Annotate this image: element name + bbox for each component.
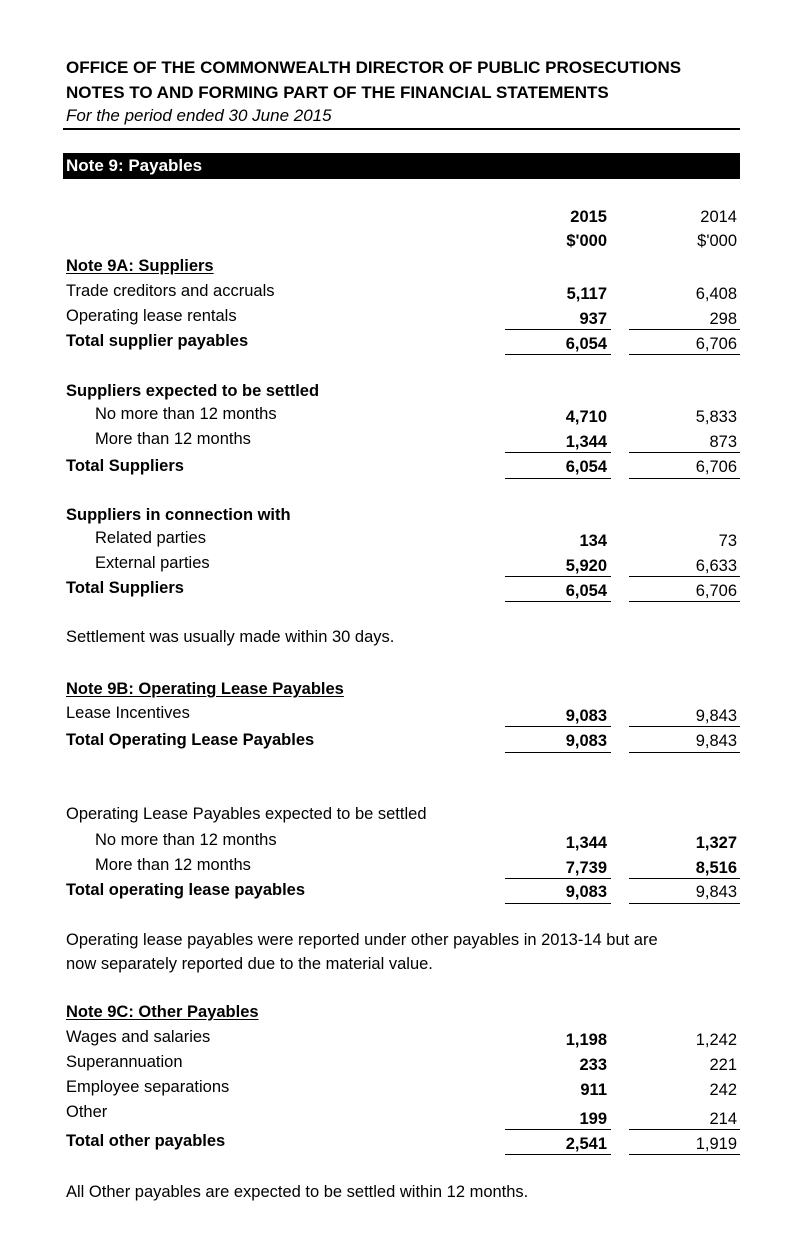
rule — [505, 1154, 611, 1155]
value-2015: 1,198 — [565, 1031, 607, 1049]
header-statement-title: NOTES TO AND FORMING PART OF THE FINANCIAL STATEMENTS — [66, 83, 609, 102]
rule — [505, 478, 611, 479]
total-label: Total other payables — [66, 1132, 226, 1150]
value-2014: 221 — [709, 1056, 737, 1074]
rule — [505, 903, 611, 904]
value-2015: 7,739 — [565, 859, 607, 877]
value-2015: 911 — [580, 1081, 607, 1099]
row-label: Wages and salaries — [66, 1028, 211, 1046]
rule — [629, 1154, 740, 1155]
value-2014: 873 — [709, 433, 737, 451]
col-2015-unit: $'000 — [566, 232, 607, 250]
row-label: More than 12 months — [95, 430, 251, 448]
rule — [629, 452, 740, 453]
value-2014: 5,833 — [695, 408, 737, 426]
rule — [505, 329, 611, 330]
rule — [629, 329, 740, 330]
total-2014: 6,706 — [695, 335, 737, 353]
total-label: Total supplier payables — [66, 332, 249, 350]
subsection-title: Suppliers expected to be settled — [66, 382, 320, 400]
value-2015: 5,920 — [565, 557, 607, 575]
rule — [505, 878, 611, 879]
rule — [629, 576, 740, 577]
value-2014: 242 — [709, 1081, 737, 1099]
section-title-9a: Note 9A: Suppliers — [66, 257, 214, 275]
value-2015: 233 — [579, 1056, 607, 1074]
rule — [505, 576, 611, 577]
value-2015: 1,344 — [565, 433, 607, 451]
subsection-title: Operating Lease Payables expected to be settled — [66, 805, 427, 823]
value-2014: 6,408 — [695, 285, 737, 303]
value-2014: 1,242 — [695, 1031, 737, 1049]
note-title-band — [63, 153, 740, 179]
row-label: Other — [66, 1103, 108, 1121]
row-label: Lease Incentives — [66, 704, 190, 722]
value-2014: 9,843 — [695, 707, 737, 725]
total-2014: 9,843 — [695, 732, 737, 750]
value-2014: 6,633 — [695, 557, 737, 575]
value-2015: 9,083 — [565, 707, 607, 725]
total-2014: 6,706 — [695, 458, 737, 476]
subsection-title: Suppliers in connection with — [66, 506, 291, 524]
row-label: Operating lease rentals — [66, 307, 237, 325]
value-2015: 5,117 — [566, 285, 607, 303]
rule — [629, 752, 740, 753]
rule — [505, 601, 611, 602]
value-2014: 214 — [709, 1110, 737, 1128]
row-label: No more than 12 months — [95, 831, 277, 849]
settlement-note: Settlement was usually made within 30 days. — [66, 628, 395, 646]
rule — [629, 903, 740, 904]
row-label: Related parties — [95, 529, 206, 547]
total-2014: 6,706 — [695, 582, 737, 600]
row-label: Employee separations — [66, 1078, 230, 1096]
total-2015: 6,054 — [565, 582, 607, 600]
rule — [505, 752, 611, 753]
rule — [629, 726, 740, 727]
col-2015-year: 2015 — [570, 208, 607, 226]
header-rule — [63, 128, 740, 130]
total-label: Total operating lease payables — [66, 881, 306, 899]
value-2014: 1,327 — [695, 834, 737, 852]
col-2014-year: 2014 — [700, 208, 737, 226]
row-label: External parties — [95, 554, 210, 572]
section-title-9b: Note 9B: Operating Lease Payables — [66, 680, 344, 698]
total-label: Total Suppliers — [66, 457, 184, 475]
total-2014: 1,919 — [695, 1135, 737, 1153]
lease-note-line2: now separately reported due to the material value. — [66, 955, 433, 973]
rule — [505, 354, 611, 355]
value-2015: 134 — [579, 532, 607, 550]
total-2015: 6,054 — [565, 458, 607, 476]
rule — [505, 1129, 611, 1130]
note-title: Note 9: Payables — [66, 156, 203, 175]
total-2014: 9,843 — [695, 883, 737, 901]
rule — [629, 478, 740, 479]
value-2015: 199 — [579, 1110, 607, 1128]
value-2015: 937 — [579, 310, 607, 328]
rule — [629, 354, 740, 355]
section-title-9c: Note 9C: Other Payables — [66, 1003, 259, 1021]
row-label: More than 12 months — [95, 856, 251, 874]
total-2015: 9,083 — [565, 732, 607, 750]
total-label: Total Operating Lease Payables — [66, 731, 315, 749]
header-period: For the period ended 30 June 2015 — [66, 106, 332, 125]
rule — [629, 601, 740, 602]
total-2015: 6,054 — [565, 335, 607, 353]
row-label: Trade creditors and accruals — [66, 282, 275, 300]
value-2014: 8,516 — [695, 859, 737, 877]
rule — [629, 878, 740, 879]
value-2014: 298 — [709, 310, 737, 328]
row-label: No more than 12 months — [95, 405, 277, 423]
rule — [505, 452, 611, 453]
col-2014-unit: $'000 — [697, 232, 737, 250]
value-2015: 4,710 — [565, 408, 607, 426]
total-2015: 9,083 — [565, 883, 607, 901]
total-2015: 2,541 — [565, 1135, 607, 1153]
other-payables-note: All Other payables are expected to be settled within 12 months. — [66, 1183, 529, 1201]
rule — [505, 726, 611, 727]
rule — [629, 1129, 740, 1130]
value-2014: 73 — [718, 532, 737, 550]
total-label: Total Suppliers — [66, 579, 184, 597]
value-2015: 1,344 — [565, 834, 607, 852]
row-label: Superannuation — [66, 1053, 183, 1071]
lease-note-line1: Operating lease payables were reported under other payables in 2013-14 but are — [66, 931, 658, 949]
header-agency-title: OFFICE OF THE COMMONWEALTH DIRECTOR OF PUBLIC PROSECUTIONS — [66, 58, 682, 77]
